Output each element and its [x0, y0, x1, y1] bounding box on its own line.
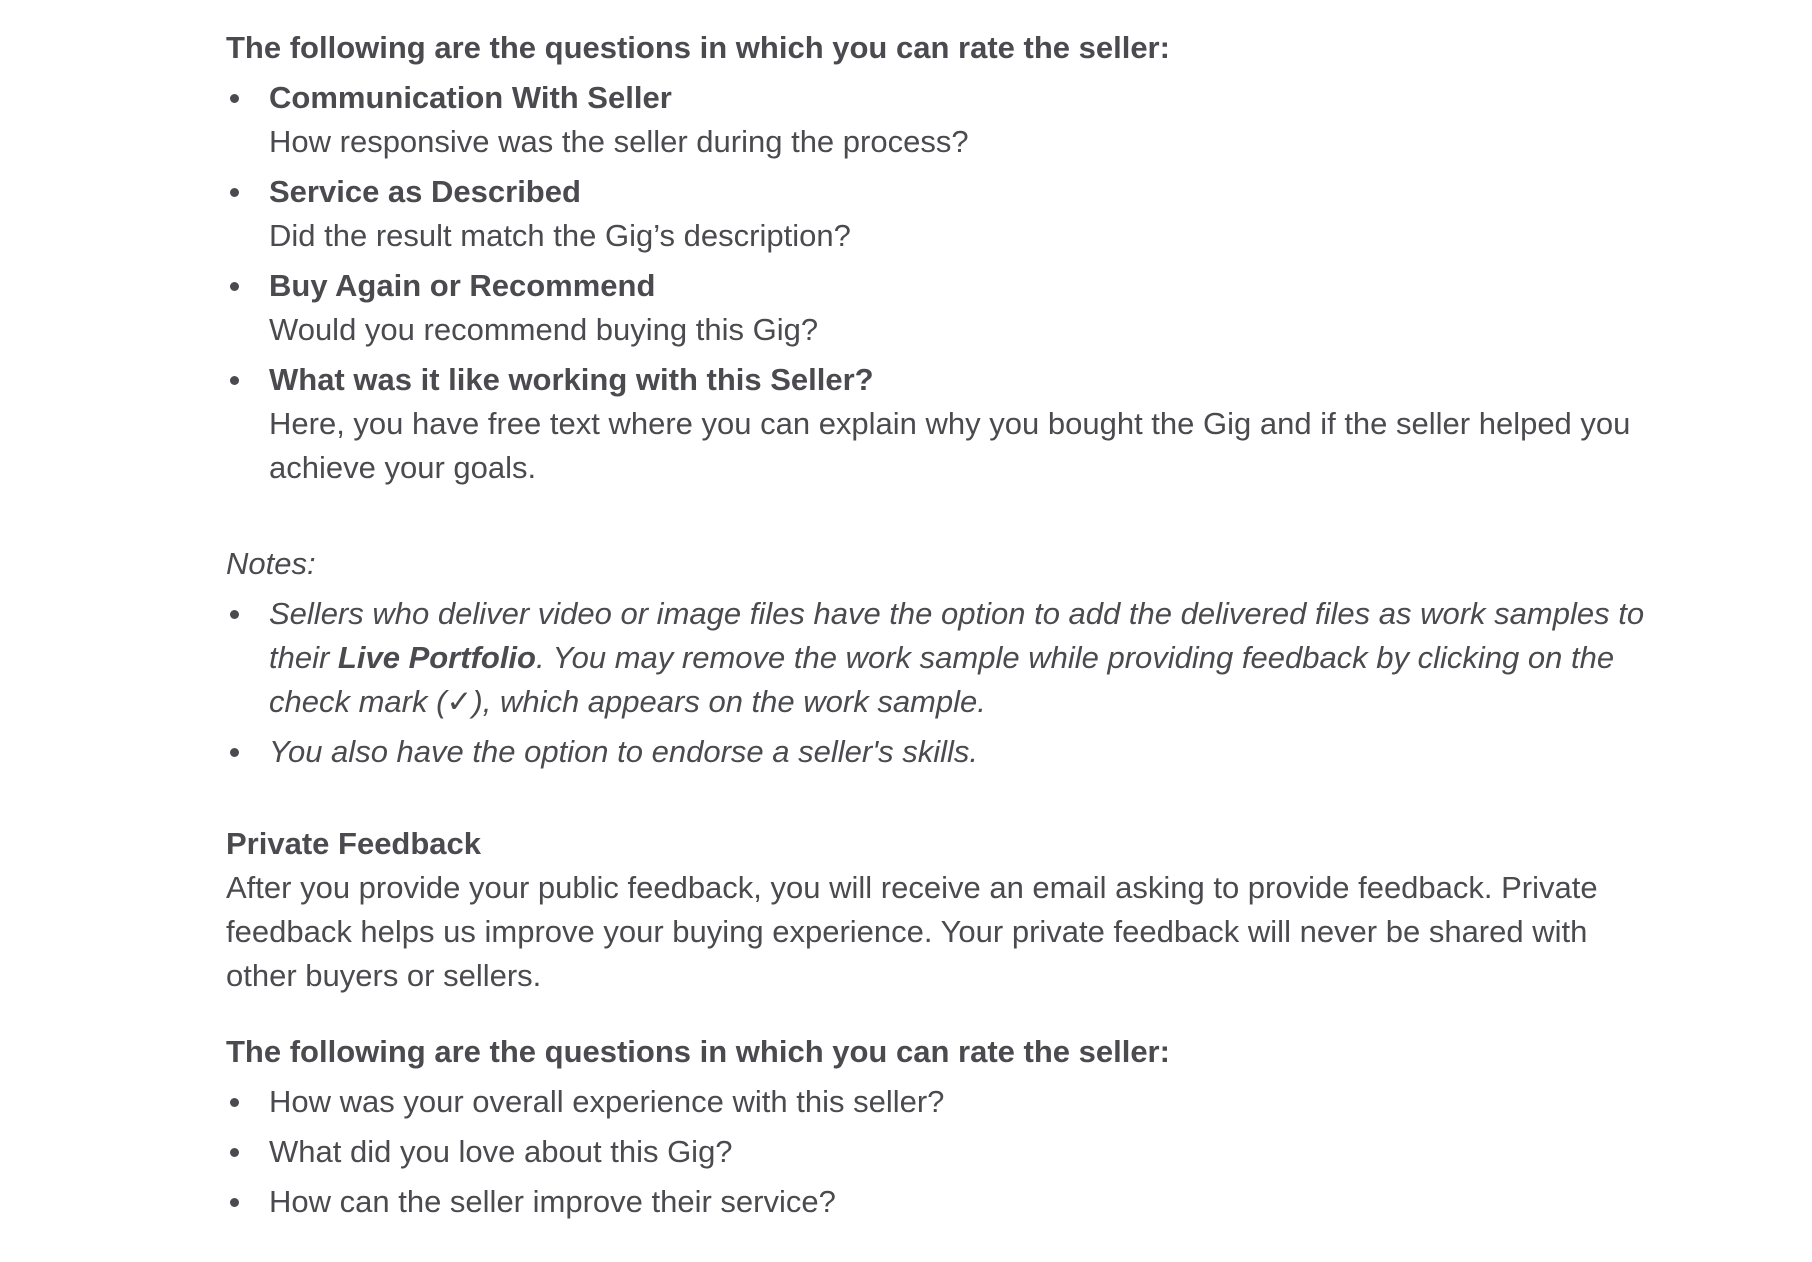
question-text: How can the seller improve their service? — [269, 1184, 836, 1219]
note-text: Sellers who deliver video or image files have the option to add the delivered files as work samples to their — [269, 596, 1645, 675]
question-text: How was your overall experience with this seller? — [269, 1084, 945, 1119]
question-title: Communication With Seller — [269, 80, 672, 115]
question-title: Service as Described — [269, 174, 581, 209]
live-portfolio-link-text: Live Portfolio — [337, 640, 536, 675]
private-feedback-body: After you provide your public feedback, you will receive an email asking to provide feedback. Private feedback helps us improve your buying experience. Your private feedback will never be shared with other buyers or sellers. — [226, 870, 1598, 993]
list-item — [226, 264, 1666, 352]
private-questions-list — [226, 1080, 1666, 1224]
private-feedback-title: Private Feedback — [226, 826, 482, 861]
list-item — [226, 1180, 1666, 1224]
question-title: Buy Again or Recommend — [269, 268, 656, 303]
list-item — [226, 76, 1666, 164]
notes-label: Notes: — [226, 546, 316, 581]
note-text: . You may remove the work sample while providing feedback by clicking on the check mark (✓), which appears on the work sample. — [269, 640, 1615, 719]
question-description: Did the result match the Gig’s description? — [269, 218, 851, 253]
list-item — [226, 170, 1666, 258]
question-description: Would you recommend buying this Gig? — [269, 312, 819, 347]
question-description: Here, you have free text where you can explain why you bought the Gig and if the seller helped you achieve your goals. — [269, 406, 1631, 485]
help-article — [226, 26, 1666, 1230]
public-questions-heading: The following are the questions in which you can rate the seller: — [226, 30, 1170, 65]
question-title: What was it like working with this Seller? — [269, 362, 874, 397]
list-item — [226, 1080, 1666, 1124]
private-questions-heading: The following are the questions in which you can rate the seller: — [226, 1034, 1170, 1069]
notes-list — [226, 592, 1666, 774]
list-item — [226, 592, 1666, 724]
question-text: What did you love about this Gig? — [269, 1134, 733, 1169]
list-item — [226, 358, 1666, 490]
note-text: You also have the option to endorse a seller's skills. — [269, 734, 979, 769]
list-item — [226, 730, 1666, 774]
public-questions-list — [226, 76, 1666, 490]
list-item — [226, 1130, 1666, 1174]
question-description: How responsive was the seller during the process? — [269, 124, 969, 159]
